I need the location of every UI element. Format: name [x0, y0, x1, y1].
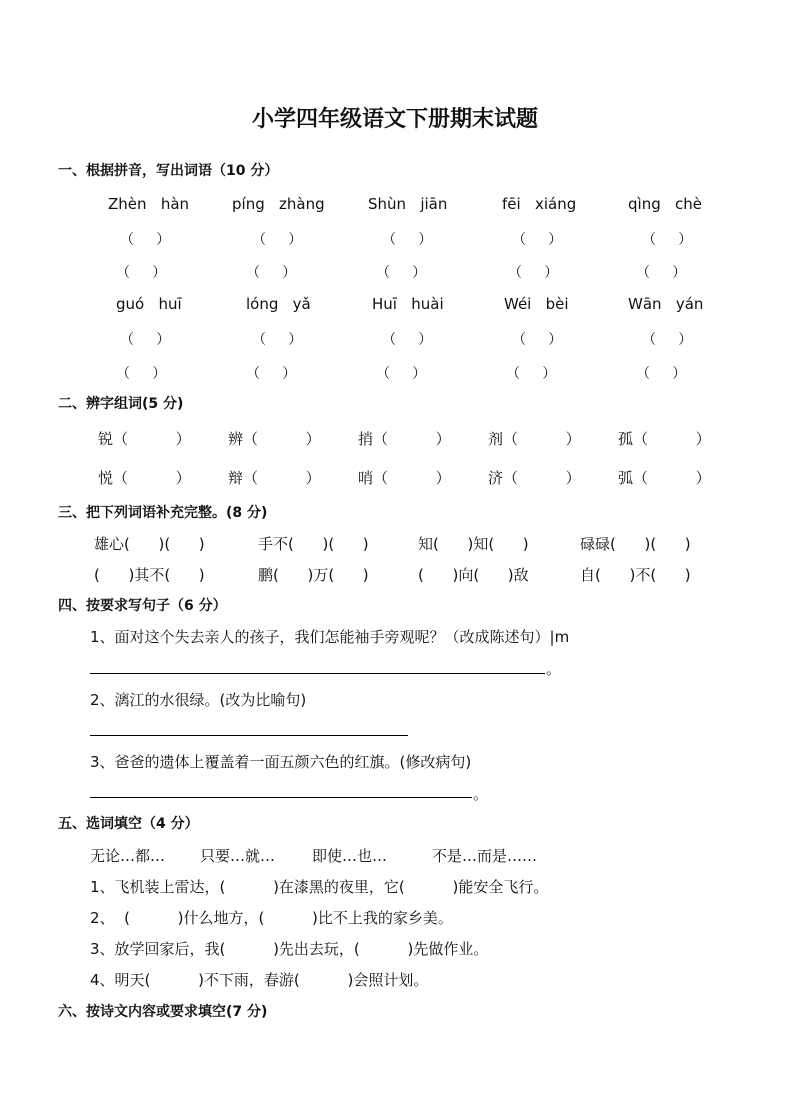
question-text: 2、 ( )什么地方，( )比不上我的家乡美。 — [90, 909, 453, 927]
answer-box: （ ） — [116, 366, 167, 382]
char-item: 济（ ） — [488, 469, 581, 487]
section-4-heading: 四、按要求写句子（6 分） — [58, 598, 227, 614]
answer-line — [90, 673, 545, 674]
answer-box: （ ） — [252, 232, 303, 248]
word-option: 不是…而是…… — [432, 847, 538, 865]
pinyin-item: Wéi bèi — [504, 295, 569, 313]
answer-line — [90, 735, 408, 736]
char-item: 辨（ ） — [228, 430, 321, 448]
idiom-item: ( )其不( ) — [94, 566, 205, 584]
idiom-item: 碌碌( )( ) — [580, 535, 691, 553]
answer-box: （ ） — [376, 265, 427, 281]
char-item: 弧（ ） — [618, 469, 711, 487]
answer-box: （ ） — [382, 332, 433, 348]
pinyin-item: qìng chè — [628, 195, 703, 213]
idiom-item: 手不( )( ) — [258, 535, 369, 553]
question-text: 1、面对这个失去亲人的孩子，我们怎能袖手旁观呢？（改成陈述句）|m — [90, 628, 570, 646]
pinyin-item: Huī huài — [372, 295, 444, 313]
pinyin-item: Wān yán — [628, 295, 704, 313]
answer-box: （ ） — [512, 232, 563, 248]
answer-box: （ ） — [116, 265, 167, 281]
answer-line — [90, 797, 472, 798]
idiom-item: ( )向( )敌 — [418, 566, 529, 584]
word-option: 只要…就… — [200, 847, 276, 865]
char-item: 锐（ ） — [98, 430, 191, 448]
line-end-mark: 。 — [473, 785, 489, 803]
section-5-heading: 五、选词填空（4 分） — [58, 816, 199, 832]
answer-box: （ ） — [636, 265, 687, 281]
answer-box: （ ） — [508, 265, 559, 281]
char-item: 孤（ ） — [618, 430, 711, 448]
answer-box: （ ） — [246, 366, 297, 382]
char-item: 哨（ ） — [358, 469, 451, 487]
exam-title: 小学四年级语文下册期末试题 — [251, 106, 538, 132]
answer-box: （ ） — [382, 232, 433, 248]
idiom-item: 自( )不( ) — [580, 566, 691, 584]
section-1-heading: 一、根据拼音，写出词语（10 分） — [58, 163, 279, 179]
char-item: 辩（ ） — [228, 469, 321, 487]
answer-box: （ ） — [376, 366, 427, 382]
char-item: 捎（ ） — [358, 430, 451, 448]
section-6-heading: 六、按诗文内容或要求填空(7 分) — [58, 1004, 268, 1020]
section-3-heading: 三、把下列词语补充完整。(8 分) — [58, 505, 268, 521]
pinyin-item: píng zhàng — [232, 195, 325, 213]
line-end-mark: 。 — [546, 660, 562, 678]
answer-box: （ ） — [120, 332, 171, 348]
question-text: 3、放学回家后，我( )先出去玩，( )先做作业。 — [90, 940, 489, 958]
answer-box: （ ） — [642, 232, 693, 248]
char-item: 悦（ ） — [98, 469, 191, 487]
answer-box: （ ） — [642, 332, 693, 348]
answer-box: （ ） — [512, 332, 563, 348]
idiom-item: 雄心( )( ) — [94, 535, 205, 553]
answer-box: （ ） — [246, 265, 297, 281]
char-item: 剂（ ） — [488, 430, 581, 448]
answer-box: （ ） — [636, 366, 687, 382]
pinyin-item: Zhèn hàn — [108, 195, 190, 213]
pinyin-item: fēi xiáng — [502, 195, 577, 213]
idiom-item: 鹏( )万( ) — [258, 566, 369, 584]
question-text: 3、爸爸的遗体上覆盖着一面五颜六色的红旗。(修改病句) — [90, 753, 472, 771]
pinyin-item: guó huī — [116, 295, 182, 313]
answer-box: （ ） — [506, 366, 557, 382]
question-text: 4、明天( )不下雨，春游( )会照计划。 — [90, 971, 429, 989]
word-option: 无论…都… — [90, 847, 166, 865]
question-text: 1、飞机装上雷达，( )在漆黑的夜里，它( )能安全飞行。 — [90, 878, 549, 896]
question-text: 2、漓江的水很绿。(改为比喻句) — [90, 691, 307, 709]
word-option: 即使…也… — [312, 847, 388, 865]
answer-box: （ ） — [120, 232, 171, 248]
pinyin-item: lóng yǎ — [246, 295, 311, 313]
answer-box: （ ） — [252, 332, 303, 348]
section-2-heading: 二、辨字组词(5 分) — [58, 396, 184, 412]
idiom-item: 知( )知( ) — [418, 535, 529, 553]
pinyin-item: Shùn jiān — [368, 195, 448, 213]
